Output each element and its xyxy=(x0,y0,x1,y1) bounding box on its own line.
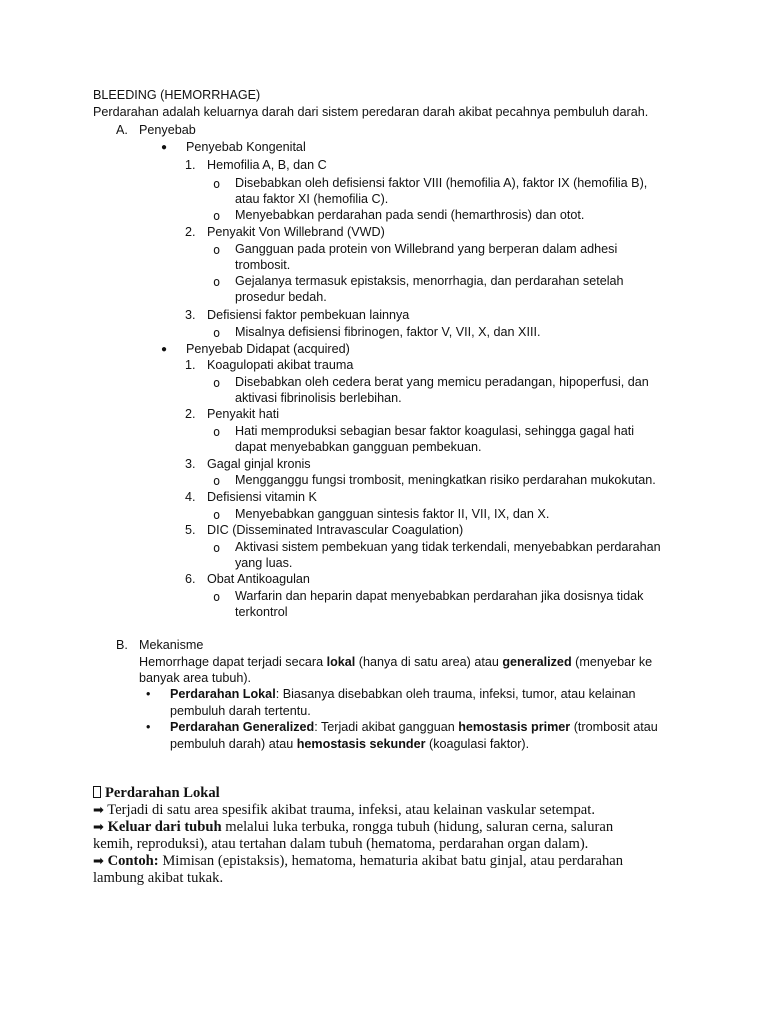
sub-item-text: Menyebabkan perdarahan pada sendi (hemarthrosis) dan otot. xyxy=(235,208,585,222)
mekanisme-intro-cont: banyak area tubuh). xyxy=(139,671,252,685)
intro-text: Hemorrhage dapat terjadi secara xyxy=(139,655,327,669)
circle-bullet-icon: o xyxy=(213,508,221,522)
bullet-bold: hemostasis sekunder xyxy=(296,737,426,751)
list-item: DIC (Disseminated Intravascular Coagulation) xyxy=(207,523,464,537)
circle-bullet-icon: o xyxy=(213,209,221,223)
definition-text: Perdarahan adalah keluarnya darah dari sistem peredaran darah akibat pecahnya pembuluh darah. xyxy=(93,105,649,119)
missing-glyph-icon xyxy=(93,786,101,798)
list-item: Penyakit Von Willebrand (VWD) xyxy=(207,225,385,239)
list-number: 1. xyxy=(185,358,196,372)
circle-bullet-icon: o xyxy=(213,425,221,439)
sub-item-text: Warfarin dan heparin dapat menyebabkan perdarahan jika dosisnya tidak xyxy=(235,589,644,603)
lokal-text: melalui luka terbuka, rongga tubuh (hidung, saluran cerna, saluran xyxy=(225,819,614,835)
list-item: Penyakit hati xyxy=(207,407,280,421)
list-number: 5. xyxy=(185,523,196,537)
sub-item-text: Mengganggu fungsi trombosit, meningkatkan risiko perdarahan mukokutan. xyxy=(235,473,656,487)
bullet-bold: Perdarahan Generalized xyxy=(170,720,315,734)
intro-bold-lokal: lokal xyxy=(326,655,356,669)
circle-bullet-icon: o xyxy=(213,376,221,390)
list-number: 2. xyxy=(185,407,196,421)
bullet-icon: • xyxy=(146,687,151,701)
circle-bullet-icon: o xyxy=(213,177,221,191)
intro-text: (menyebar ke xyxy=(571,655,653,669)
circle-bullet-icon: o xyxy=(213,541,221,555)
circle-bullet-icon: o xyxy=(213,474,221,488)
circle-bullet-icon: o xyxy=(213,590,221,604)
sub-item-text: Gejalanya termasuk epistaksis, menorrhagia, dan perdarahan setelah xyxy=(235,274,624,288)
bullet-bold: Perdarahan Lokal xyxy=(170,687,276,701)
lokal-line xyxy=(93,819,693,836)
sub-item-text: Aktivasi sistem pembekuan yang tidak terkendali, menyebabkan perdarahan xyxy=(235,540,661,554)
bullet-text: (trombosit atau xyxy=(570,720,658,734)
bullet-generalized-cont xyxy=(170,736,529,752)
list-number: 3. xyxy=(185,308,196,322)
list-number: 4. xyxy=(185,490,196,504)
document-title: BLEEDING (HEMORRHAGE) xyxy=(93,88,261,102)
right-arrow-icon: ➡ xyxy=(93,803,104,818)
lokal-heading-row xyxy=(93,785,693,802)
list-item: Koagulopati akibat trauma xyxy=(207,358,354,372)
sub-item-text: prosedur bedah. xyxy=(235,290,327,304)
lokal-text: Mimisan (epistaksis), hematoma, hematuria akibat batu ginjal, atau perdarahan xyxy=(162,853,624,869)
lokal-bold: Keluar dari tubuh xyxy=(107,819,222,835)
list-number: 3. xyxy=(185,457,196,471)
intro-bold-generalized: generalized xyxy=(502,655,572,669)
bullet-lokal xyxy=(170,686,636,702)
list-item: Defisiensi vitamin K xyxy=(207,490,317,504)
circle-bullet-icon: o xyxy=(213,326,221,340)
lokal-line: kemih, reproduksi), atau tertahan dalam tubuh (hematoma, perdarahan organ dalam). xyxy=(93,836,589,852)
lokal-text: Terjadi di satu area spesifik akibat trauma, infeksi, atau kelainan vaskular setempat. xyxy=(107,802,595,818)
sub-item-text: Hati memproduksi sebagian besar faktor koagulasi, sehingga gagal hati xyxy=(235,424,635,438)
bullet-icon: • xyxy=(146,720,151,734)
lokal-section xyxy=(93,785,693,887)
section-a-label: Penyebab xyxy=(139,123,196,137)
sub-item-text: Menyebabkan gangguan sintesis faktor II, VII, IX, dan X. xyxy=(235,507,550,521)
circle-bullet-icon: o xyxy=(213,275,221,289)
bullet-bold: hemostasis primer xyxy=(458,720,571,734)
sub-item-text: atau faktor XI (hemofilia C). xyxy=(235,192,389,206)
sub-item-text: terkontrol xyxy=(235,605,288,619)
lokal-line: lambung akibat tukak. xyxy=(93,870,224,886)
intro-text: (hanya di satu area) atau xyxy=(355,655,503,669)
section-b-label: Mekanisme xyxy=(139,638,204,652)
list-item: Obat Antikoagulan xyxy=(207,572,310,586)
list-item: Gagal ginjal kronis xyxy=(207,457,311,471)
bullet-icon: ● xyxy=(161,344,168,355)
sub-item-text: trombosit. xyxy=(235,258,291,272)
list-number: 6. xyxy=(185,572,196,586)
sub-item-text: aktivasi fibrinolisis berlebihan. xyxy=(235,391,402,405)
section-a-marker: A. xyxy=(116,123,128,137)
right-arrow-icon: ➡ xyxy=(93,854,104,869)
bullet-generalized xyxy=(170,719,658,735)
bullet-icon: ● xyxy=(161,142,168,153)
bullet-text: : Terjadi akibat gangguan xyxy=(314,720,459,734)
bullet-text: (koagulasi faktor). xyxy=(425,737,530,751)
mekanisme-intro xyxy=(139,654,652,670)
right-arrow-icon: ➡ xyxy=(93,820,104,835)
bullet-lokal-cont: pembuluh darah tertentu. xyxy=(170,704,311,718)
sub-item-text: yang luas. xyxy=(235,556,293,570)
lokal-line xyxy=(93,802,693,819)
list-item: Hemofilia A, B, dan C xyxy=(207,158,327,172)
sub-item-text: Disebabkan oleh cedera berat yang memicu peradangan, hipoperfusi, dan xyxy=(235,375,649,389)
section-b-marker: B. xyxy=(116,638,128,652)
circle-bullet-icon: o xyxy=(213,243,221,257)
bullet-text: pembuluh darah) atau xyxy=(170,737,297,751)
kongenital-label: Penyebab Kongenital xyxy=(186,140,306,154)
lokal-heading: Perdarahan Lokal xyxy=(105,785,220,801)
list-number: 2. xyxy=(185,225,196,239)
didapat-label: Penyebab Didapat (acquired) xyxy=(186,342,350,356)
list-item: Defisiensi faktor pembekuan lainnya xyxy=(207,308,410,322)
lokal-line xyxy=(93,853,693,870)
sub-item-text: dapat menyebabkan gangguan pembekuan. xyxy=(235,440,482,454)
sub-item-text: Misalnya defisiensi fibrinogen, faktor V, VII, X, dan XIII. xyxy=(235,325,541,339)
sub-item-text: Disebabkan oleh defisiensi faktor VIII (hemofilia A), faktor IX (hemofilia B), xyxy=(235,176,648,190)
sub-item-text: Gangguan pada protein von Willebrand yang berperan dalam adhesi xyxy=(235,242,618,256)
list-number: 1. xyxy=(185,158,196,172)
lokal-bold: Contoh: xyxy=(107,853,159,869)
bullet-text: : Biasanya disebabkan oleh trauma, infeksi, tumor, atau kelainan xyxy=(275,687,636,701)
